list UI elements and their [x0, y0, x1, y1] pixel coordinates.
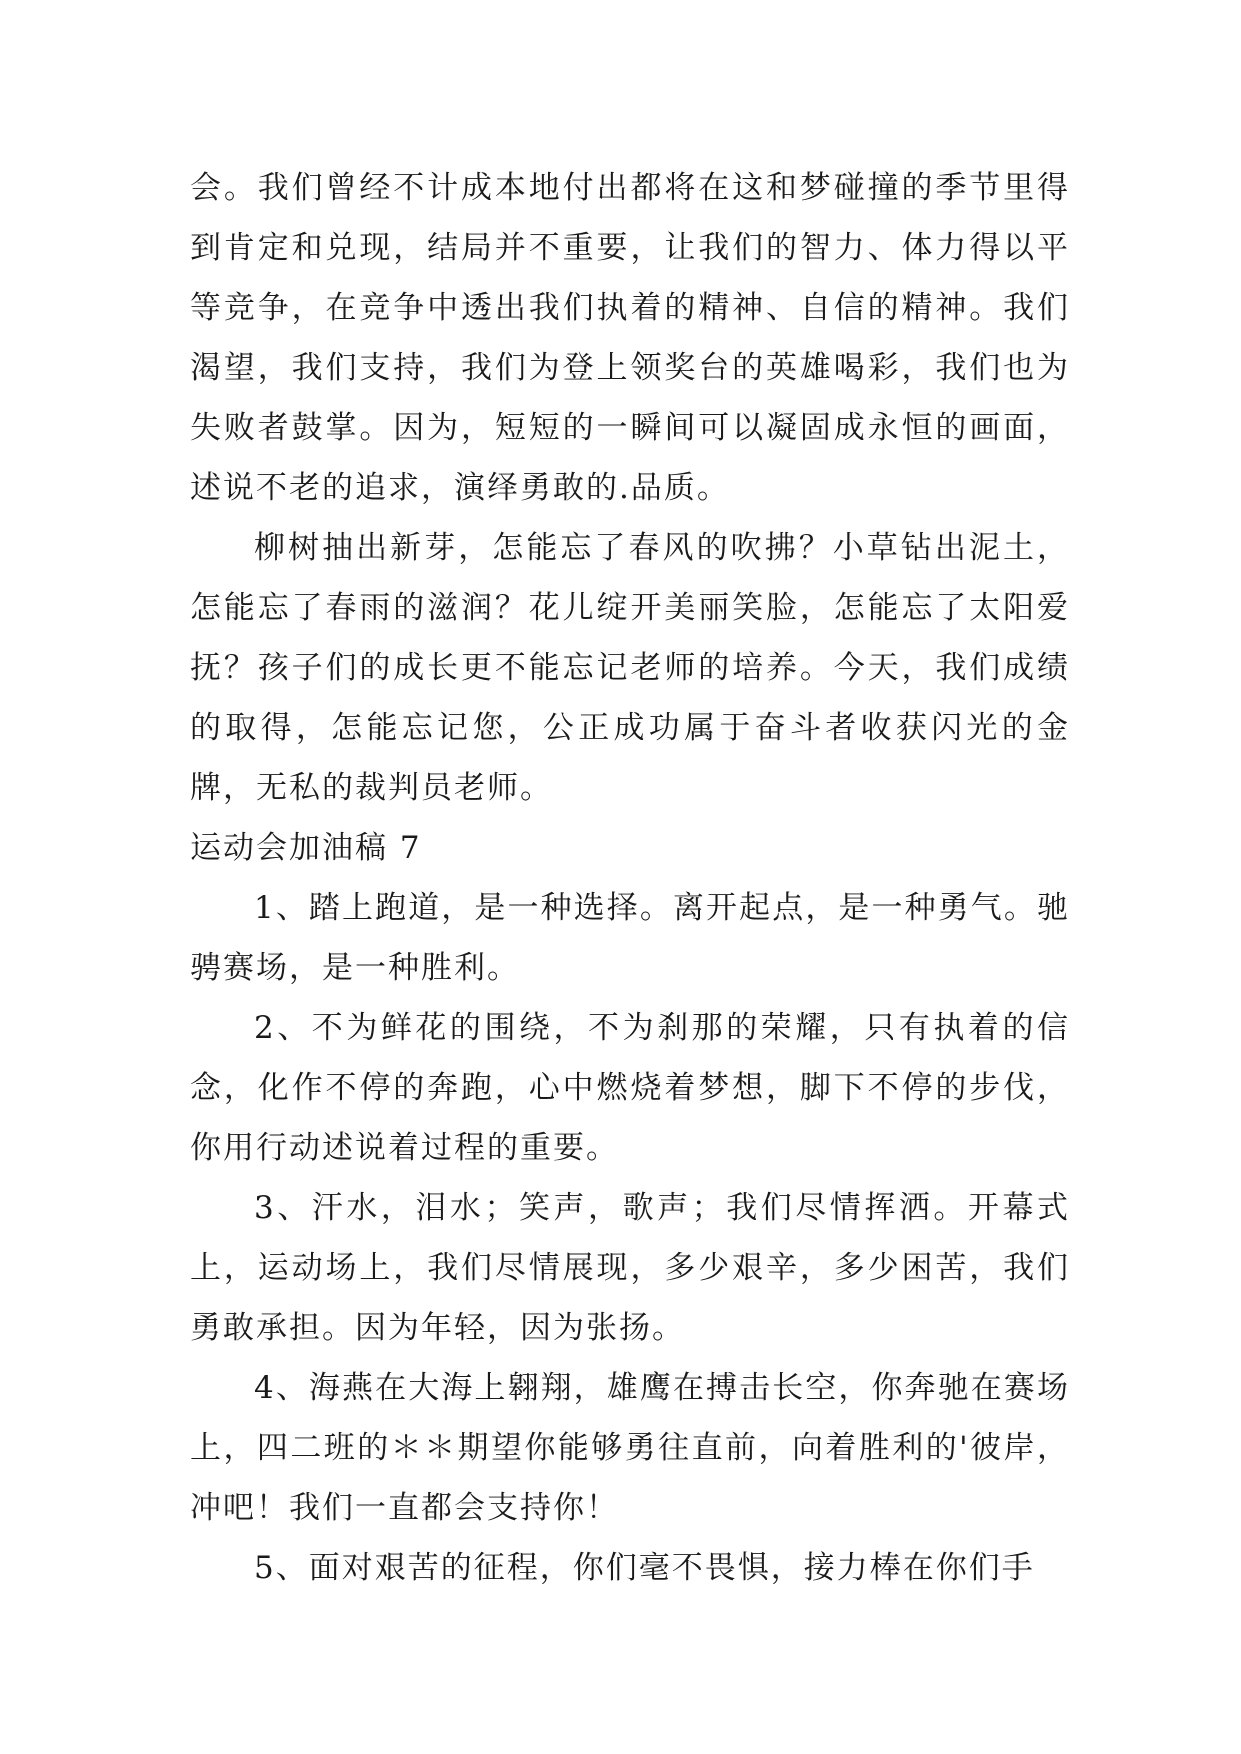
list-item: 1、踏上跑道，是一种选择。离开起点，是一种勇气。驰骋赛场，是一种胜利。 — [190, 890, 1070, 986]
document-body — [190, 158, 1070, 1598]
section-title: 运动会加油稿 7 — [190, 830, 422, 866]
list-item: 4、海燕在大海上翱翔，雄鹰在搏击长空，你奔驰在赛场上，四二班的＊＊期望你能够勇往直前，向着胜利的'彼岸，冲吧！我们一直都会支持你！ — [190, 1370, 1070, 1526]
list-item: 2、不为鲜花的围绕，不为刹那的荣耀，只有执着的信念，化作不停的奔跑，心中燃烧着梦想，脚下不停的步伐，你用行动述说着过程的重要。 — [190, 1010, 1070, 1166]
list-item: 5、面对艰苦的征程，你们毫不畏惧，接力棒在你们手 — [254, 1550, 1035, 1586]
paragraph-willow: 柳树抽出新芽，怎能忘了春风的吹拂？小草钻出泥土，怎能忘了春雨的滋润？花儿绽开美丽笑脸，怎能忘了太阳爱抚？孩子们的成长更不能忘记老师的培养。今天，我们成绩的取得，怎能忘记您，公正成功属于奋斗者收获闪光的金牌，无私的裁判员老师。 — [190, 530, 1070, 806]
list-item: 3、汗水，泪水；笑声，歌声；我们尽情挥洒。开幕式上，运动场上，我们尽情展现，多少艰辛，多少困苦，我们勇敢承担。因为年轻，因为张扬。 — [190, 1190, 1070, 1346]
paragraph-continuation: 会。我们曾经不计成本地付出都将在这和梦碰撞的季节里得到肯定和兑现，结局并不重要，让我们的智力、体力得以平等竞争，在竞争中透出我们执着的精神、自信的精神。我们渴望，我们支持，我们为登上领奖台的英雄喝彩，我们也为失败者鼓掌。因为，短短的一瞬间可以凝固成永恒的画面，述说不老的追求，演绎勇敢的.品质。 — [190, 170, 1070, 506]
